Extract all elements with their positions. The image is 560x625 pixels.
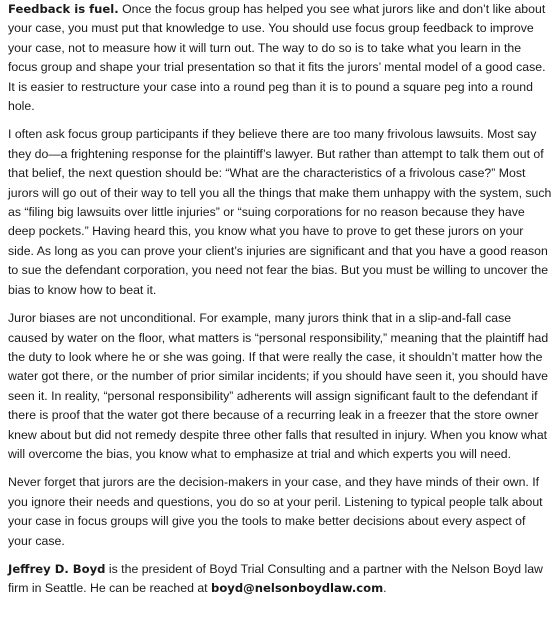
paragraph-decision-makers: [8, 473, 552, 551]
article-body: [8, 0, 552, 608]
paragraph-text: I often ask focus group participants if they believe there are too many frivolous lawsuits. Most say they do—a frightening response for the plaintiff’s lawyer. But rather than attempt to talk them out of that belief, the next question should be: “What are the characteristics of a frivolous case?” Most jurors will go out of their way to tell you all the things that make them unhappy with the system, such as “filing big lawsuits over little injuries” or “suing corporations for no reason because they have deep pockets.” Having heard this, you know what you have to prove to get these jurors on your side. As long as you can prove your client’s injuries are significant and that you have a good reason to sue the defendant corporation, you need not fear the bias. But you must be willing to uncover the bias to know how to beat it.: [8, 127, 552, 297]
author-bio: [8, 560, 552, 599]
paragraph-text: Never forget that jurors are the decision-makers in your case, and they have minds of their own. If you ignore their needs and questions, you do so at your peril. Listening to typical people talk about your case in focus groups will give you the tools to make better decisions about every aspect of your case.: [8, 475, 543, 548]
paragraph-juror-biases: [8, 309, 552, 464]
paragraph-feedback: [8, 0, 552, 116]
paragraph-frivolous: [8, 125, 552, 300]
paragraph-text: Once the focus group has helped you see what jurors like and don’t like about your case, you must put that knowledge to use. You should use focus group feedback to improve your case, not to measure how it will turn out. The way to do so is to take what you learn in the focus group and shape your trial presentation so that it fits the jurors’ mental model of a good case. It is easier to restructure your case into a round peg than it is to pound a square peg into a round hole.: [8, 2, 546, 114]
paragraph-lead: Feedback is fuel.: [8, 2, 119, 16]
author-email-link[interactable]: boyd@nelsonboydlaw.com: [211, 581, 384, 596]
paragraph-text: Juror biases are not unconditional. For example, many jurors think that in a slip-and-fall case caused by water on the floor, what matters is “personal responsibility,” meaning that the plaintiff had the duty to look where he or she was going. If that were really the case, it shouldn’t matter how the water got there, or the number of prior similar incidents; if you should have seen it, you should have seen it. In reality, “personal responsibility” adherents will assign significant fault to the defendant if there is proof that the water got there because of a recurring leak in a freezer that the store owner knew about but did not remedy despite three other falls that resulted in injury. When you know what will overcome the bias, you know what to emphasize at trial and which experts you will need.: [8, 311, 549, 461]
author-name: Jeffrey D. Boyd: [8, 561, 106, 576]
author-bio-text: is the president of Boyd Trial Consulting and a partner with the Nelson Boyd law firm in Seattle. He can be reached at: [8, 561, 543, 596]
author-bio-end: .: [383, 581, 387, 596]
